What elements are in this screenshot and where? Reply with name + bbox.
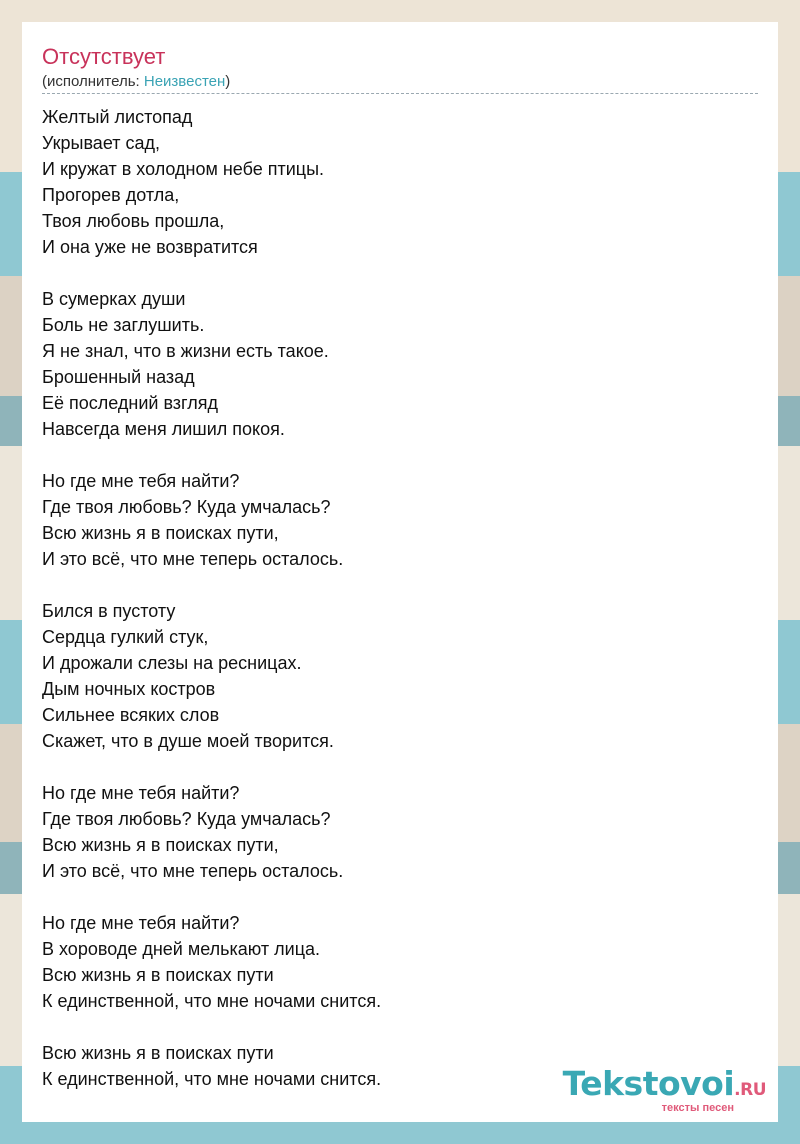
lyric-line: Но где мне тебя найти? [42, 783, 240, 803]
lyric-line: И дрожали слезы на ресницах. [42, 653, 302, 673]
logo-name: Tekstovoi [562, 1064, 735, 1103]
site-logo[interactable] [563, 1066, 766, 1114]
lyric-line: Дым ночных костров [42, 679, 216, 699]
lyric-line: И кружат в холодном небе птицы. [42, 159, 325, 179]
artist-suffix: ) [225, 73, 231, 90]
lyric-line: Сердца гулкий стук, [42, 627, 209, 647]
song-title: Отсутствует [42, 44, 166, 69]
logo-tld: .RU [734, 1080, 766, 1100]
lyric-line: Боль не заглушить. [42, 315, 205, 335]
stanza [42, 780, 381, 884]
lyric-line: Всю жизнь я в поисках пути [42, 1043, 274, 1063]
lyric-line: Всю жизнь я в поисках пути [42, 965, 274, 985]
stanza [42, 1040, 381, 1092]
lyric-line: Но где мне тебя найти? [42, 471, 240, 491]
logo-tagline: тексты песен [661, 1102, 734, 1114]
lyrics-sheet [22, 22, 778, 1122]
stanza [42, 286, 381, 442]
lyric-line: И это всё, что мне теперь осталось. [42, 549, 344, 569]
lyric-line: Всю жизнь я в поисках пути, [42, 523, 279, 543]
lyric-line: Скажет, что в душе моей творится. [42, 731, 334, 751]
stanza [42, 468, 381, 572]
lyric-line: К единственной, что мне ночами снится. [42, 1069, 382, 1089]
artist-link[interactable]: Неизвестен [143, 73, 226, 90]
stanza [42, 598, 381, 754]
header-divider [42, 93, 758, 94]
lyric-line: Её последний взгляд [42, 393, 218, 413]
lyric-line: Укрывает сад, [42, 133, 160, 153]
lyric-line: Но где мне тебя найти? [42, 913, 240, 933]
lyric-line: Желтый листопад [42, 107, 193, 127]
lyric-line: Я не знал, что в жизни есть такое. [42, 341, 329, 361]
lyric-line: Прогорев дотла, [42, 185, 180, 205]
lyric-line: И это всё, что мне теперь осталось. [42, 861, 344, 881]
lyric-line: Твоя любовь прошла, [42, 211, 225, 231]
lyric-line: Где твоя любовь? Куда умчалась? [42, 497, 331, 517]
lyric-line: К единственной, что мне ночами снится. [42, 991, 382, 1011]
artist-line [42, 72, 230, 92]
lyric-line: И она уже не возвратится [42, 237, 258, 257]
lyric-line: Навсегда меня лишил покоя. [42, 419, 285, 439]
artist-prefix: (исполнитель: [42, 73, 144, 90]
lyric-line: Сильнее всяких слов [42, 705, 220, 725]
stanza [42, 910, 381, 1014]
lyric-line: Брошенный назад [42, 367, 195, 387]
lyrics-body [42, 104, 381, 1118]
lyric-line: Бился в пустоту [42, 601, 176, 621]
lyric-line: В хороводе дней мелькают лица. [42, 939, 321, 959]
lyric-line: Всю жизнь я в поисках пути, [42, 835, 279, 855]
lyric-line: В сумерках души [42, 289, 186, 309]
lyric-line: Где твоя любовь? Куда умчалась? [42, 809, 331, 829]
stanza [42, 104, 381, 260]
